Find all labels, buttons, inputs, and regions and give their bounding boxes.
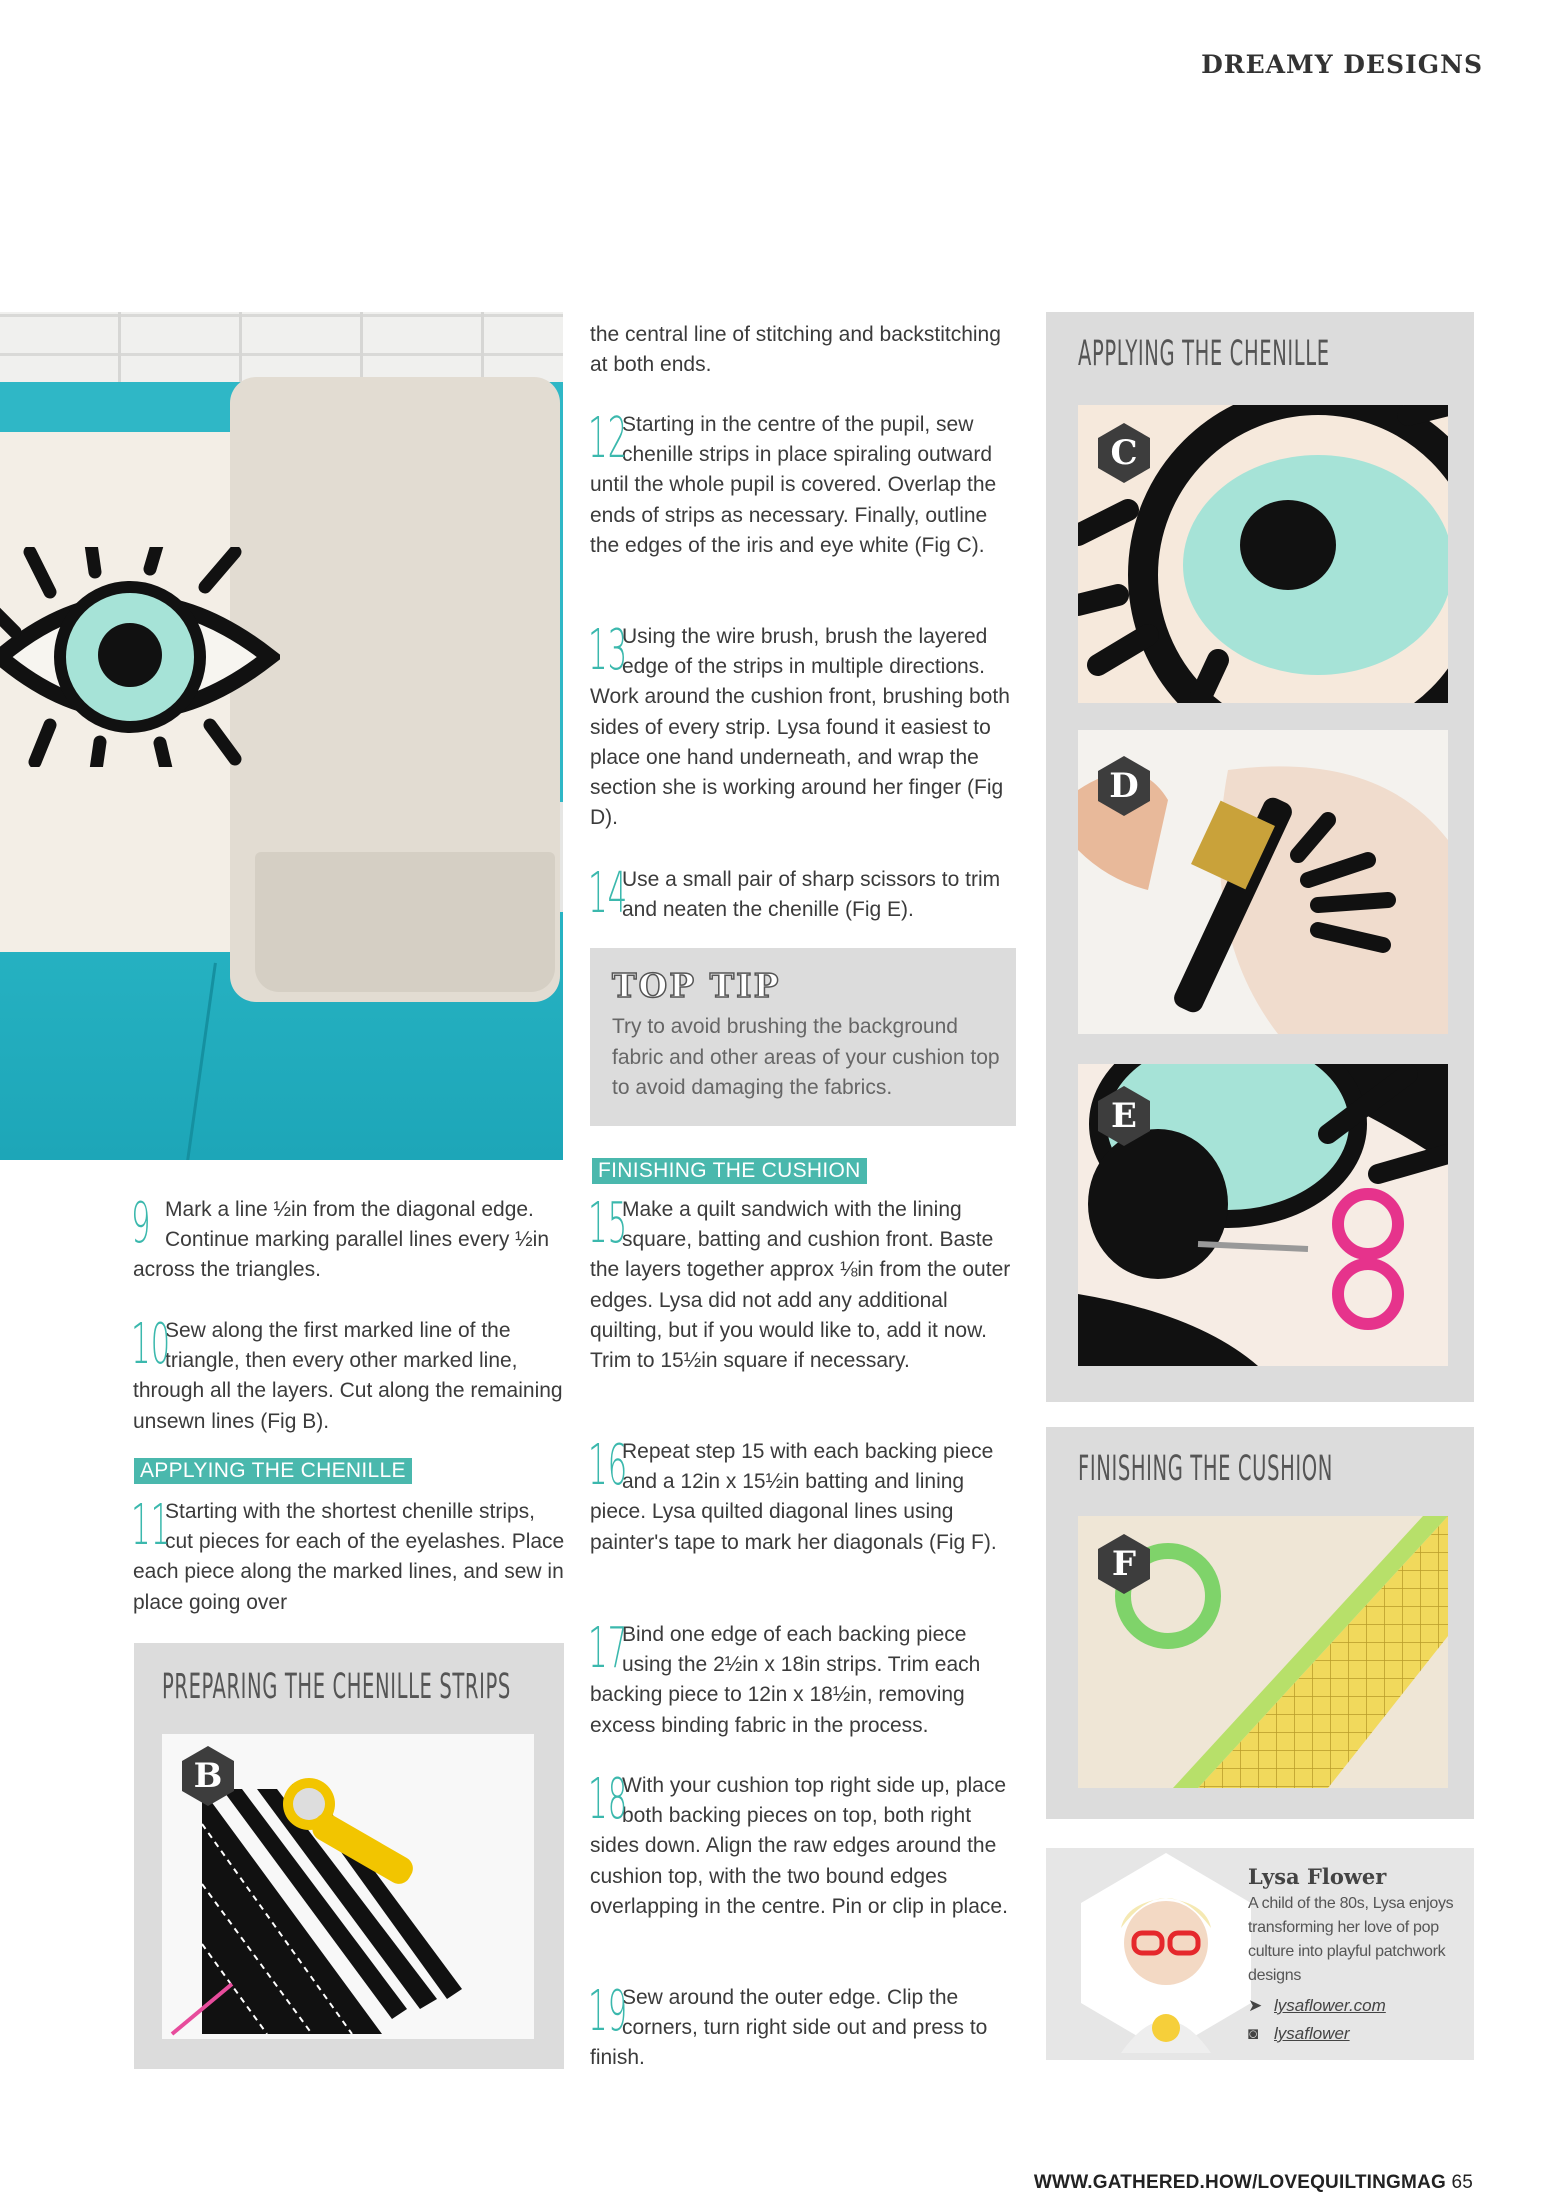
step-text: Starting in the centre of the pupil, sew chenille strips in place spiraling outward until the whole pupil is covered. Overlap the ends of strips as necessary. Finally, outline the edges of the iris and eye white (Fig C). bbox=[590, 413, 997, 557]
instagram-icon: ◙ bbox=[1248, 2024, 1259, 2043]
author-bio bbox=[1046, 1848, 1474, 2060]
step-number: 16 bbox=[588, 1433, 628, 1498]
step-number: 11 bbox=[131, 1493, 171, 1558]
step-number: 18 bbox=[588, 1767, 628, 1832]
step-text: Starting with the shortest chenille strips, cut pieces for each of the eyelashes. Place each piece along the marked lines, and sew in place going over bbox=[133, 1500, 565, 1614]
step-number: 12 bbox=[588, 406, 628, 471]
top-tip-box bbox=[590, 948, 1016, 1126]
page-number: 65 bbox=[1451, 2172, 1473, 2193]
instagram-text[interactable]: lysaflower bbox=[1274, 2024, 1350, 2043]
step-11 bbox=[131, 1493, 565, 1618]
figure-badge-b: B bbox=[176, 1744, 240, 1808]
figure-d bbox=[1078, 730, 1448, 1034]
middle-intro: the central line of stitching and backstitching at both ends. bbox=[590, 323, 1001, 377]
step-number: 19 bbox=[588, 1979, 628, 2044]
author-photo bbox=[1066, 1848, 1266, 2060]
panel-title: FINISHING THE CUSHION bbox=[1078, 1449, 1333, 1489]
step-text: Sew along the first marked line of the triangle, then every other marked line, through all the layers. Cut along the remaining unsewn lines (Fig B). bbox=[133, 1319, 563, 1433]
author-instagram-link[interactable] bbox=[1248, 2024, 1350, 2044]
panel-title: APPLYING THE CHENILLE bbox=[1078, 334, 1330, 374]
figure-f bbox=[1078, 1516, 1448, 1788]
figure-c bbox=[1078, 405, 1448, 703]
panel-finishing-cushion bbox=[1046, 1427, 1474, 1819]
tip-title: TOP TIP bbox=[612, 966, 781, 1005]
step-number: 17 bbox=[588, 1616, 628, 1681]
step-18 bbox=[588, 1767, 1022, 1922]
website-text[interactable]: lysaflower.com bbox=[1274, 1996, 1386, 2015]
step-number: 14 bbox=[588, 861, 628, 926]
cursor-icon: ➤ bbox=[1248, 1996, 1263, 2015]
figure-badge-c: C bbox=[1092, 421, 1156, 485]
step-16 bbox=[588, 1433, 1022, 1558]
step-text: Using the wire brush, brush the layered edge of the strips in multiple directions. Work around the cushion front, brushing both sides of every strip. Lysa found it easiest to place one hand underneath, and wrap the section she is working around her finger (Fig D). bbox=[590, 625, 1010, 830]
tip-text: Try to avoid brushing the background fabric and other areas of your cushion top to avoid damaging the fabrics. bbox=[612, 1015, 1000, 1099]
step-number: 9 bbox=[131, 1191, 151, 1256]
step-text: Use a small pair of sharp scissors to trim and neaten the chenille (Fig E). bbox=[622, 868, 1001, 922]
step-text: Repeat step 15 with each backing piece and a 12in x 15½in batting and lining piece. Lysa quilted diagonal lines using painter's tape to mark her diagonals (Fig F). bbox=[590, 1440, 997, 1554]
author-name: Lysa Flower bbox=[1248, 1864, 1387, 1889]
footer-url[interactable]: WWW.GATHERED.HOW/LOVEQUILTINGMAG bbox=[1033, 2172, 1446, 2193]
step-17 bbox=[588, 1616, 1022, 1741]
step-text: Sew around the outer edge. Clip the corners, turn right side out and press to finish. bbox=[590, 1986, 988, 2070]
step-15 bbox=[588, 1191, 1022, 1376]
step-12 bbox=[588, 406, 1022, 561]
step-number: 10 bbox=[131, 1312, 171, 1377]
step-19 bbox=[588, 1979, 1022, 2074]
panel-preparing-chenille bbox=[134, 1643, 564, 2069]
step-13 bbox=[588, 618, 1022, 833]
figure-badge-e: E bbox=[1092, 1084, 1156, 1148]
figure-b bbox=[162, 1734, 534, 2039]
figure-e bbox=[1078, 1064, 1448, 1366]
footer bbox=[1034, 2172, 1473, 2194]
step-number: 13 bbox=[588, 618, 628, 683]
panel-applying-chenille bbox=[1046, 312, 1474, 1402]
step-9 bbox=[131, 1191, 565, 1286]
step-text: With your cushion top right side up, place both backing pieces on top, both right sides down. Align the raw edges around the cushion top, with the two bound edges overlapping in the centre. Pin or clip in place. bbox=[590, 1774, 1008, 1918]
figure-badge-d: D bbox=[1092, 754, 1156, 818]
step-14 bbox=[588, 861, 1022, 926]
figure-badge-f: F bbox=[1092, 1532, 1156, 1596]
step-number: 15 bbox=[588, 1191, 628, 1256]
author-website-link[interactable] bbox=[1248, 1996, 1386, 2016]
step-10 bbox=[131, 1312, 565, 1437]
step-text: Mark a line ½in from the diagonal edge. Continue marking parallel lines every ½in across the triangles. bbox=[133, 1198, 550, 1282]
panel-title: PREPARING THE CHENILLE STRIPS bbox=[162, 1667, 511, 1707]
hero-photo bbox=[0, 312, 563, 1160]
heading-finishing-cushion: FINISHING THE CUSHION bbox=[592, 1158, 867, 1184]
heading-applying-chenille: APPLYING THE CHENILLE bbox=[134, 1458, 412, 1484]
author-description: A child of the 80s, Lysa enjoys transforming her love of pop culture into playful patchwork designs bbox=[1248, 1895, 1454, 1984]
section-label: DREAMY DESIGNS bbox=[1201, 50, 1483, 79]
step-text: Bind one edge of each backing piece using the 2½in x 18in strips. Trim each backing piece to 12in x 18½in, removing excess binding fabric in the process. bbox=[590, 1623, 981, 1737]
step-text: Make a quilt sandwich with the lining square, batting and cushion front. Baste the layers together approx ⅛in from the outer edges. Lysa did not add any additional quilting, but if you would like to, add it now. Trim to 15½in square if necessary. bbox=[590, 1198, 1011, 1373]
